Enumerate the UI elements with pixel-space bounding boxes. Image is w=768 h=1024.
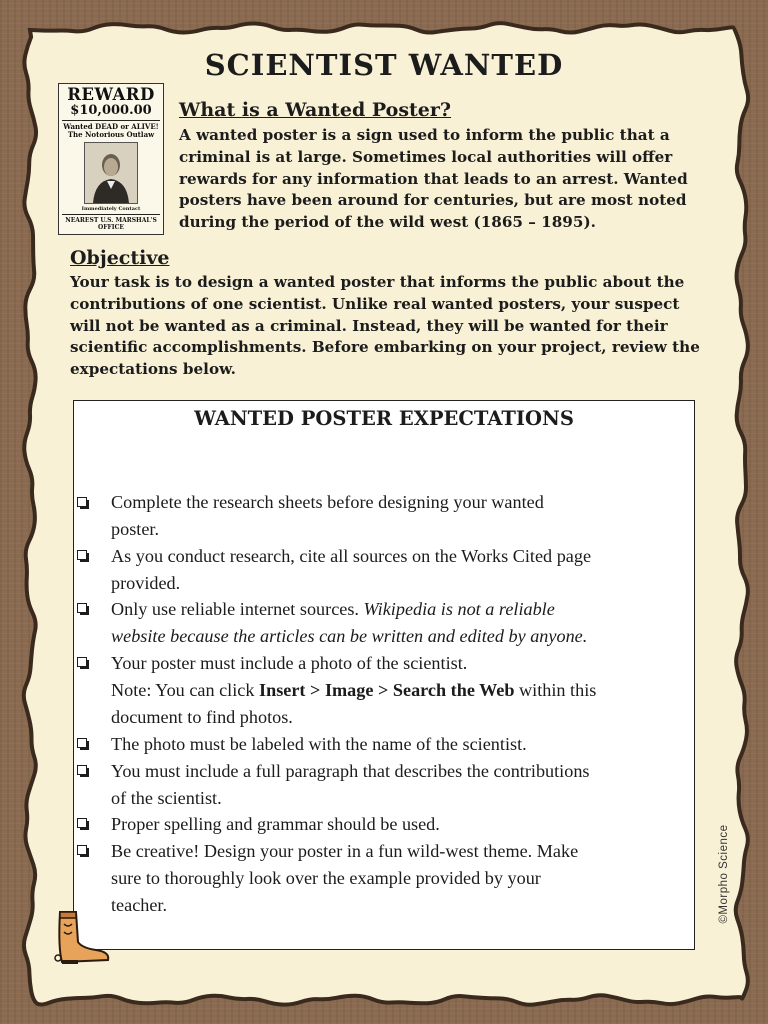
expectation-line: Proper spelling and grammar should be used. xyxy=(111,814,440,834)
checkbox-icon xyxy=(77,738,87,748)
page-title: SCIENTIST WANTED xyxy=(204,48,564,82)
expectation-line: Be creative! Design your poster in a fun wild-west theme. Make xyxy=(111,841,579,861)
cowboy-boot-icon xyxy=(52,908,114,970)
objective-line: Your task is to design a wanted poster that informs the public about the xyxy=(70,273,685,291)
expectation-line: teacher. xyxy=(111,895,168,915)
expectation-line: poster. xyxy=(111,519,159,539)
expectation-line: of the scientist. xyxy=(111,788,222,808)
expectation-item xyxy=(111,650,686,731)
expectation-text: Only use reliable internet sources. xyxy=(111,599,364,619)
expectation-line: provided. xyxy=(111,573,181,593)
poster-footer: NEAREST U.S. MARSHAL'S OFFICE xyxy=(65,217,157,231)
checkbox-icon xyxy=(77,497,87,507)
expectation-item xyxy=(111,543,686,597)
poster-reward-amount: $10,000.00 xyxy=(70,103,152,118)
poster-reward-label: REWARD xyxy=(67,85,155,104)
checkbox-icon xyxy=(77,818,87,828)
objective-paragraph xyxy=(70,272,700,381)
expectation-item xyxy=(111,731,686,758)
expectations-heading: WANTED POSTER EXPECTATIONS xyxy=(194,407,574,430)
expectation-line xyxy=(111,596,686,623)
poster-subtitle: The Notorious Outlaw xyxy=(67,130,155,139)
intro-heading: What is a Wanted Poster? xyxy=(179,99,452,121)
expectation-item xyxy=(111,596,686,650)
expectation-item xyxy=(111,811,686,838)
checkbox-icon xyxy=(77,603,87,613)
poster-contact-text: Immediately Contact xyxy=(81,206,141,212)
poster-divider xyxy=(62,214,160,215)
checkbox-icon xyxy=(77,550,87,560)
intro-line: during the period of the wild west (1865 – 1895). xyxy=(179,213,596,232)
expectation-item xyxy=(111,758,686,812)
expectation-line: The photo must be labeled with the name of the scientist. xyxy=(111,734,527,754)
expectation-item xyxy=(111,489,686,543)
expectation-line: document to find photos. xyxy=(111,707,293,727)
expectation-line xyxy=(111,623,686,650)
wanted-poster-thumbnail xyxy=(58,83,164,235)
intro-line: rewards for any information that leads to an arrest. Wanted xyxy=(179,169,688,188)
checkbox-icon xyxy=(77,765,87,775)
expectation-item xyxy=(111,838,686,919)
expectation-italic-text: Wikipedia is not a reliable xyxy=(363,599,555,619)
expectation-line: sure to thoroughly look over the example provided by your xyxy=(111,868,541,888)
objective-line: contributions of one scientist. Unlike real wanted posters, your suspect xyxy=(70,294,680,313)
expectation-italic-text: website because the articles can be written and edited by anyone. xyxy=(111,626,588,646)
expectation-text: within this xyxy=(514,680,597,700)
poster-wanted-text: Wanted DEAD or ALIVE! xyxy=(63,122,159,131)
expectation-text: Note: You can click xyxy=(111,680,260,700)
poster-divider xyxy=(62,120,160,121)
copyright-text: ©Morpho Science xyxy=(718,824,730,924)
intro-line: A wanted poster is a sign used to inform the public that a xyxy=(179,126,670,144)
intro-line: criminal is at large. Sometimes local authorities will offer xyxy=(179,147,673,166)
checkbox-icon xyxy=(77,845,87,855)
objective-line: expectations below. xyxy=(70,360,236,379)
poster-portrait-image xyxy=(84,142,138,204)
intro-line: posters have been around for centuries, but are most noted xyxy=(179,191,687,210)
intro-paragraph xyxy=(179,125,688,234)
expectation-line: As you conduct research, cite all sources on the Works Cited page xyxy=(111,546,592,566)
expectation-line: Complete the research sheets before designing your wanted xyxy=(111,492,544,512)
objective-heading: Objective xyxy=(70,247,170,269)
expectation-bold-text: Insert > Image > Search the Web xyxy=(259,680,515,700)
checkbox-icon xyxy=(77,657,87,667)
expectation-line xyxy=(111,677,686,704)
objective-line: will not be wanted as a criminal. Instead, they will be wanted for their xyxy=(70,316,668,335)
expectation-line: Your poster must include a photo of the scientist. xyxy=(111,653,468,673)
objective-line: scientific accomplishments. Before embarking on your project, review the xyxy=(70,338,700,357)
expectation-line: You must include a full paragraph that describes the contributions xyxy=(111,761,590,781)
